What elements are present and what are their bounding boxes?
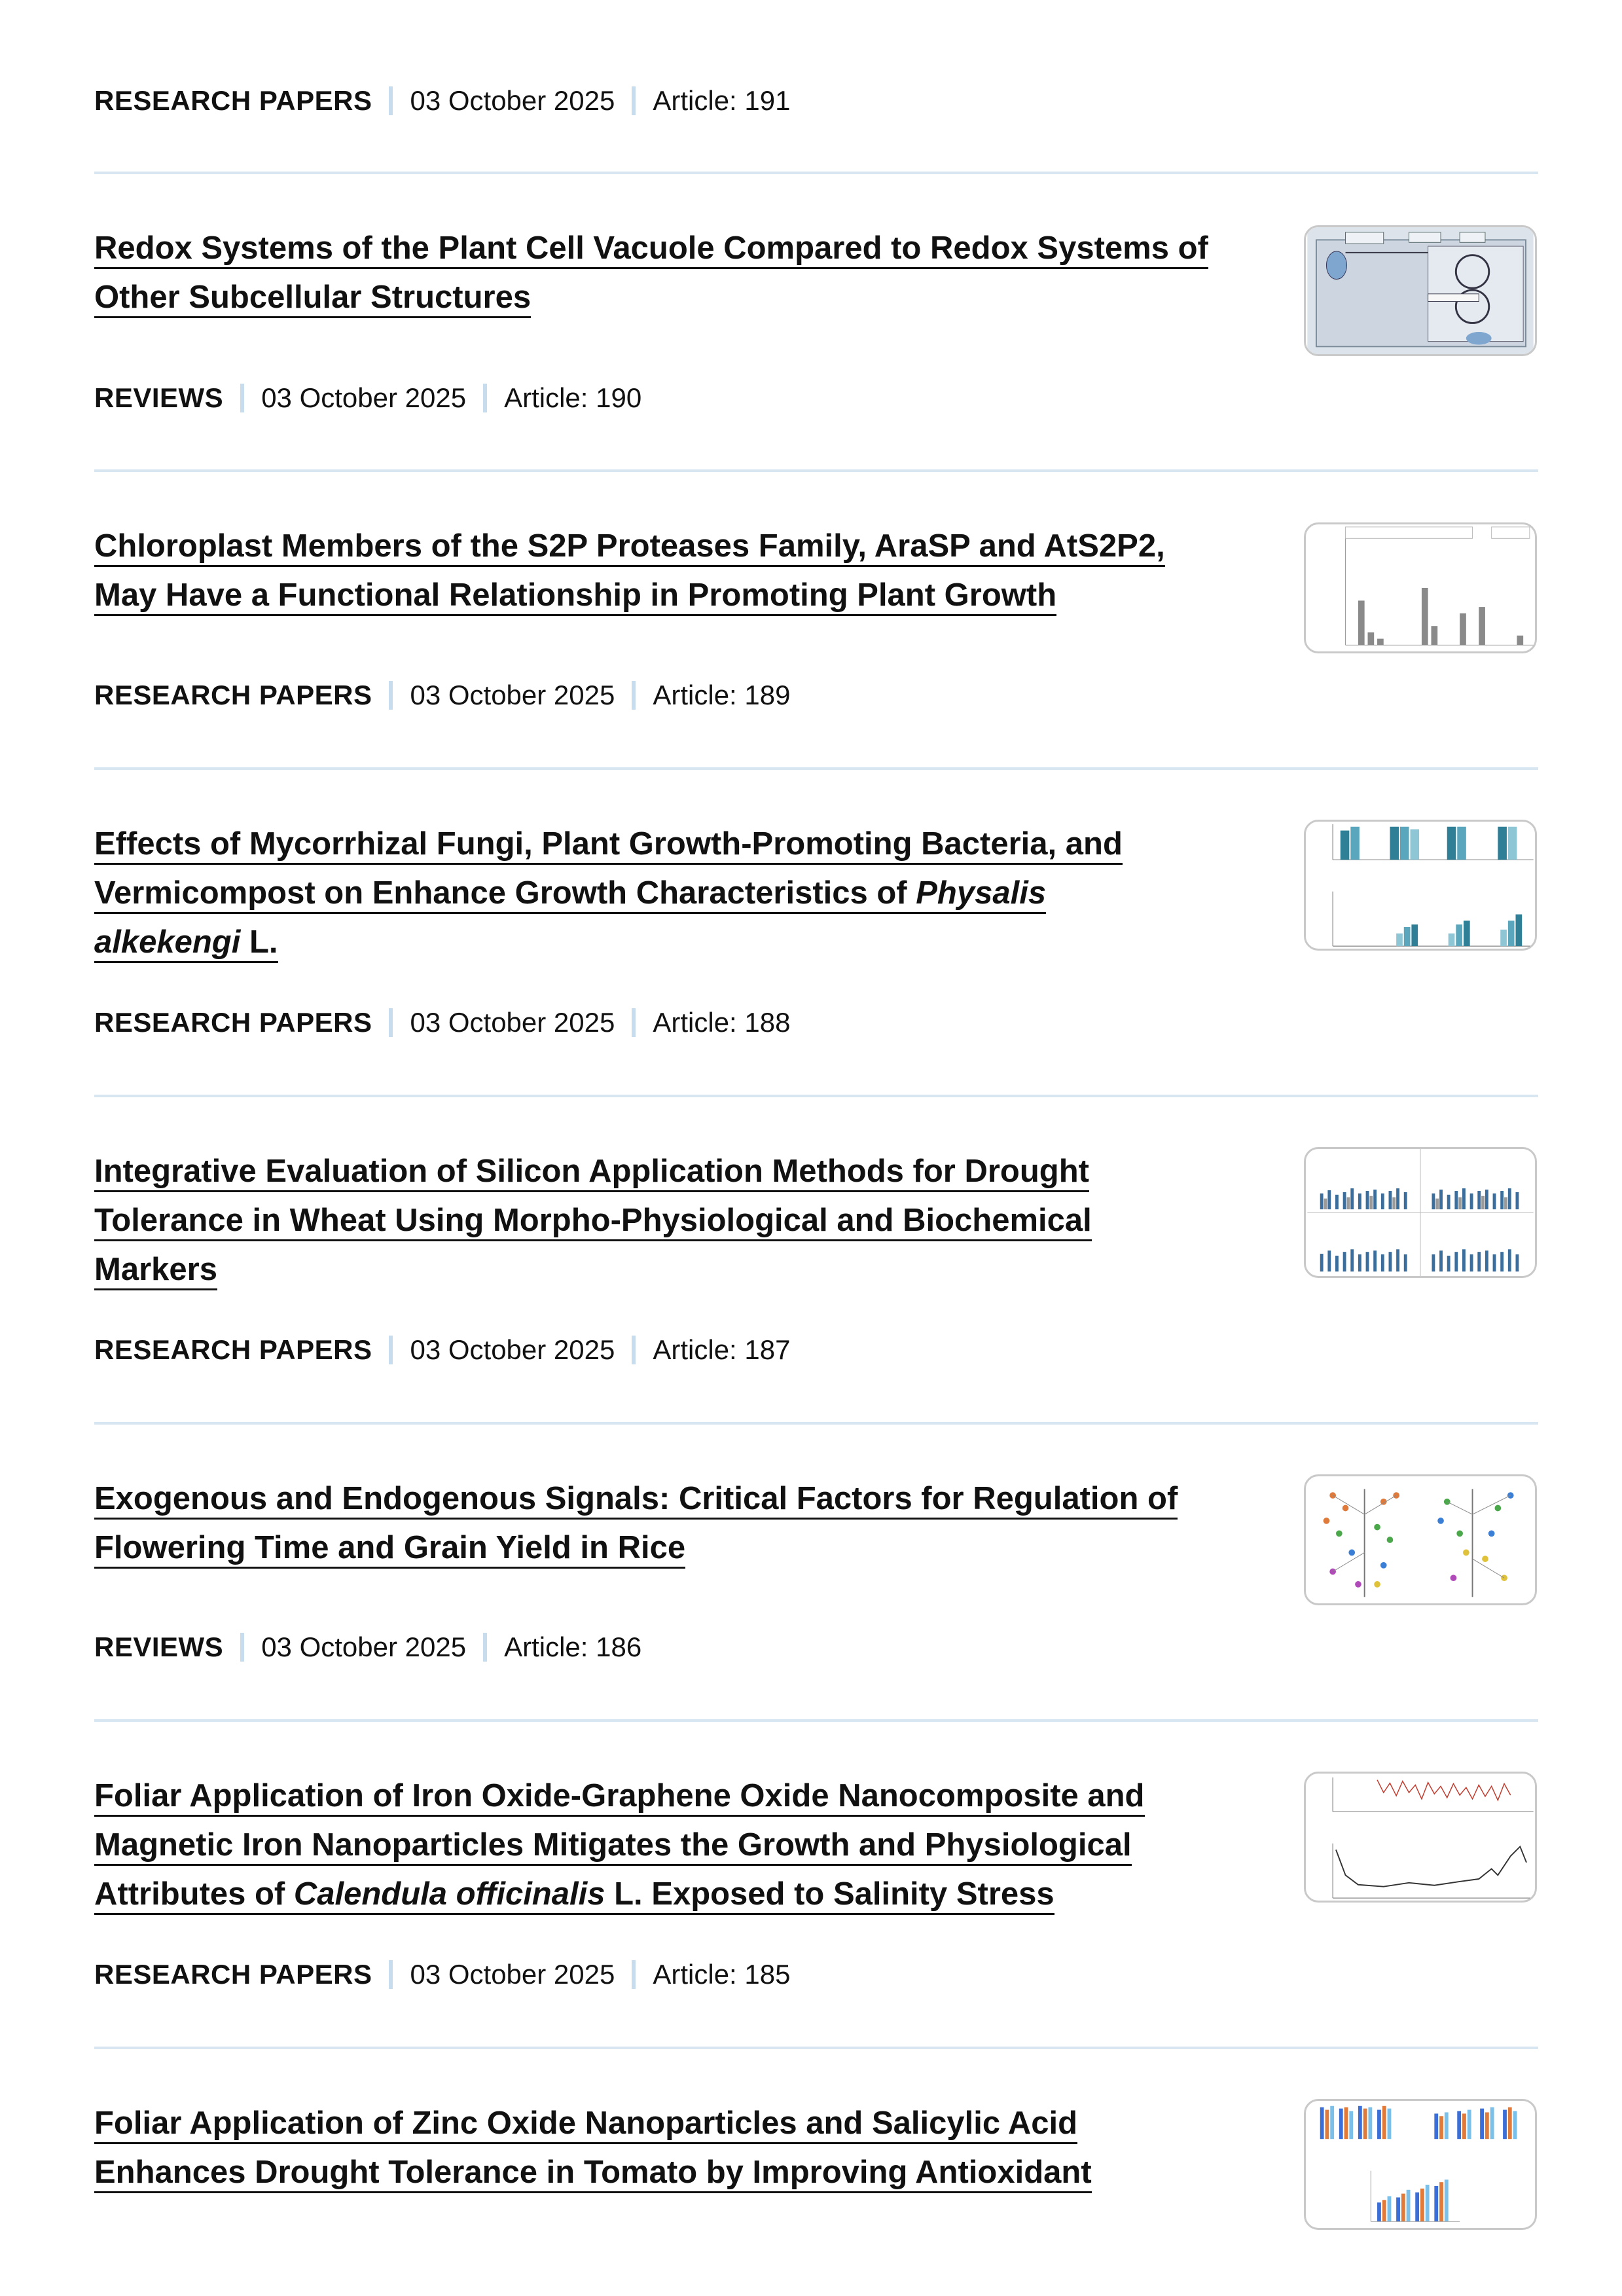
article-meta — [94, 1330, 790, 1370]
meta-separator — [632, 1336, 636, 1364]
article-title-link[interactable]: Flowering Time and Grain Yield in Rice — [94, 1530, 685, 1569]
category-label[interactable]: RESEARCH PAPERS — [94, 1007, 372, 1038]
meta-separator — [483, 384, 487, 412]
article-meta — [94, 81, 790, 120]
colored-bar-chart-thumbnail[interactable] — [1304, 2099, 1537, 2230]
meta-separator — [389, 1008, 393, 1037]
article-title-link[interactable]: Magnetic Iron Nanoparticles Mitigates the Growth and Physiological — [94, 1827, 1132, 1866]
article-title-link[interactable]: Markers — [94, 1252, 217, 1290]
article-title-link[interactable]: Effects of Mycorrhizal Fungi, Plant Growth-Promoting Bacteria, and — [94, 826, 1123, 865]
article-number: Article: 186 — [504, 1631, 642, 1662]
category-label[interactable]: RESEARCH PAPERS — [94, 1959, 372, 1990]
divider — [94, 1719, 1538, 1722]
article-title-link[interactable]: May Have a Functional Relationship in Promoting Plant Growth — [94, 577, 1056, 616]
line-chart-thumbnail[interactable] — [1304, 1772, 1537, 1903]
article-meta — [94, 1628, 641, 1667]
article-title-link[interactable]: alkekengi L. — [94, 924, 278, 963]
publish-date: 03 October 2025 — [410, 1007, 615, 1038]
divider — [94, 172, 1538, 174]
article-number: Article: 188 — [653, 1007, 791, 1038]
publish-date: 03 October 2025 — [410, 1334, 615, 1365]
meta-separator — [632, 1008, 636, 1037]
article-title — [94, 1474, 1259, 1573]
article-meta — [94, 1003, 790, 1042]
article-title-link[interactable]: Chloroplast Members of the S2P Proteases Family, AraSP and AtS2P2, — [94, 528, 1165, 567]
article-title-link[interactable]: Foliar Application of Zinc Oxide Nanoparticles and Salicylic Acid — [94, 2105, 1077, 2144]
meta-separator — [389, 681, 393, 710]
divider — [94, 2047, 1538, 2049]
bar-chart-thumbnail[interactable] — [1304, 820, 1537, 951]
article-title — [94, 820, 1259, 967]
divider — [94, 469, 1538, 472]
article-title-link[interactable]: Redox Systems of the Plant Cell Vacuole Compared to Redox Systems of — [94, 230, 1208, 269]
article-title — [94, 522, 1259, 620]
article-title-link[interactable]: Vermicompost on Enhance Growth Characteristics of Physalis — [94, 875, 1046, 914]
article-title-link[interactable]: Exogenous and Endogenous Signals: Critical Factors for Regulation of — [94, 1481, 1178, 1520]
divider — [94, 767, 1538, 770]
publish-date: 03 October 2025 — [261, 1631, 467, 1662]
article-number: Article: 185 — [653, 1959, 791, 1990]
article-title — [94, 1147, 1259, 1294]
publish-date: 03 October 2025 — [410, 1959, 615, 1990]
rice-plant-illustration-thumbnail[interactable] — [1304, 1474, 1537, 1605]
article-title-link[interactable]: Tolerance in Wheat Using Morpho-Physiological and Biochemical — [94, 1203, 1092, 1241]
article-number: Article: 191 — [653, 85, 791, 116]
article-title-link[interactable]: Integrative Evaluation of Silicon Application Methods for Drought — [94, 1154, 1089, 1192]
meta-separator — [632, 86, 636, 115]
meta-separator — [483, 1633, 487, 1662]
publish-date: 03 October 2025 — [410, 680, 615, 710]
publish-date: 03 October 2025 — [410, 85, 615, 116]
meta-separator — [389, 1960, 393, 1989]
article-title-link[interactable]: Other Subcellular Structures — [94, 280, 531, 318]
article-title-link[interactable]: Attributes of Calendula officinalis L. Exposed to Salinity Stress — [94, 1876, 1054, 1915]
meta-separator — [240, 384, 244, 412]
article-meta — [94, 1955, 790, 1994]
meta-separator — [389, 86, 393, 115]
meta-separator — [632, 681, 636, 710]
multi-panel-chart-thumbnail[interactable] — [1304, 1147, 1537, 1278]
article-title — [94, 2099, 1259, 2197]
publish-date: 03 October 2025 — [261, 382, 467, 413]
divider — [94, 1422, 1538, 1425]
category-label[interactable]: RESEARCH PAPERS — [94, 1334, 372, 1365]
divider — [94, 1095, 1538, 1097]
category-label[interactable]: REVIEWS — [94, 382, 224, 413]
meta-separator — [389, 1336, 393, 1364]
article-number: Article: 190 — [504, 382, 642, 413]
article-title — [94, 224, 1259, 322]
category-label[interactable]: RESEARCH PAPERS — [94, 680, 372, 710]
article-title-link[interactable]: Foliar Application of Iron Oxide-Graphene Oxide Nanocomposite and — [94, 1778, 1145, 1817]
bar-chart-thumbnail[interactable] — [1304, 522, 1537, 653]
meta-separator — [240, 1633, 244, 1662]
redox-diagram-thumbnail[interactable] — [1304, 225, 1537, 356]
article-number: Article: 187 — [653, 1334, 791, 1365]
category-label[interactable]: RESEARCH PAPERS — [94, 85, 372, 116]
article-number: Article: 189 — [653, 680, 791, 710]
category-label[interactable]: REVIEWS — [94, 1631, 224, 1662]
article-meta — [94, 378, 641, 418]
meta-separator — [632, 1960, 636, 1989]
article-meta — [94, 676, 790, 715]
article-title-link[interactable]: Enhances Drought Tolerance in Tomato by Improving Antioxidant — [94, 2155, 1092, 2193]
article-title — [94, 1772, 1259, 1919]
